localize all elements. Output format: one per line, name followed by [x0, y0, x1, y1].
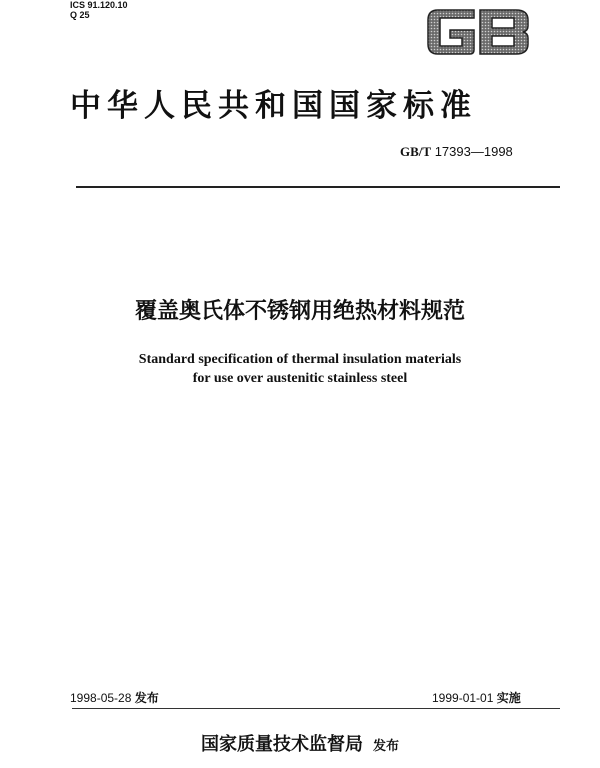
header-divider [76, 186, 560, 188]
issue-date-label: 发布 [134, 691, 159, 705]
issue-date [70, 690, 159, 706]
gb-logo-icon [424, 6, 532, 58]
classification-codes [70, 0, 128, 20]
implementation-date-value: 1999-01-01 [432, 691, 494, 705]
national-standard-title: 中华人民共和国国家标准 [70, 88, 477, 124]
english-title-line-1: Standard specification of thermal insulation materials [138, 352, 462, 367]
issue-date-value: 1998-05-28 [70, 691, 132, 705]
publisher-suffix: 发布 [372, 739, 399, 754]
ics-code: ICS 91.120.10 [70, 0, 128, 10]
implementation-date-label: 实施 [496, 691, 521, 705]
standard-number [400, 144, 513, 160]
implementation-date [432, 690, 521, 706]
english-title-line-2: for use over austenitic stainless steel [192, 371, 408, 386]
publisher [0, 734, 600, 758]
english-title [0, 350, 600, 388]
standard-number-prefix: GB/T [400, 144, 432, 159]
publisher-name: 国家质量技术监督局 [200, 734, 363, 755]
chinese-title: 覆盖奥氏体不锈钢用绝热材料规范 [134, 298, 465, 324]
standard-number-value: 17393—1998 [434, 144, 513, 159]
footer-divider [72, 708, 560, 709]
ccs-code: Q 25 [70, 10, 90, 20]
